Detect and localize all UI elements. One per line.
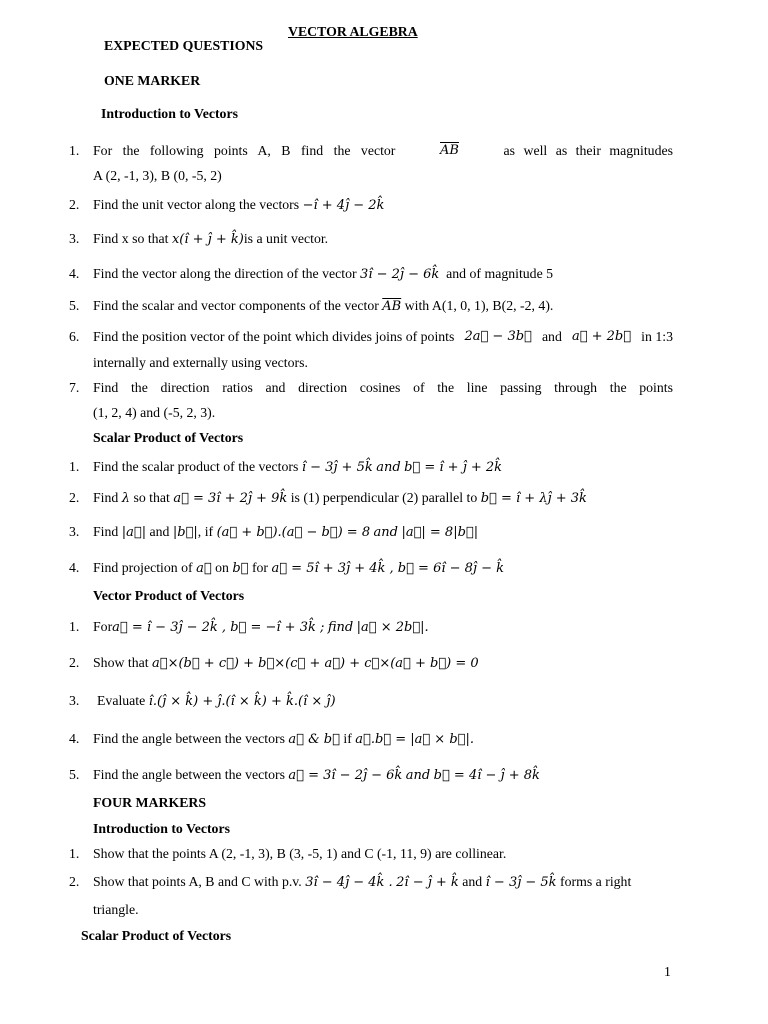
question-text: if	[343, 731, 352, 746]
math-expression: î − 3ĵ + 5k̂	[301, 460, 373, 475]
heading-vector-product: Vector Product of Vectors	[93, 588, 245, 603]
question-scalar-1	[93, 459, 502, 476]
question-number: 1.	[69, 846, 80, 861]
question-text: Show that	[93, 655, 149, 670]
question-number: 4.	[69, 731, 80, 746]
math-expression: a⃗ = 3î − 2ĵ − 6k̂	[288, 768, 403, 783]
question-text: Show that points A, B and C with p.v.	[93, 874, 302, 889]
question-intro-3	[93, 231, 328, 248]
math-expression: a⃗ + 2b⃗	[571, 329, 632, 344]
math-expression: 2î − ĵ + k̂	[396, 875, 459, 890]
math-and: and	[405, 768, 431, 783]
question-text: Find the scalar product of the vectors	[93, 459, 299, 474]
question-text: (1, 2, 4) and (-5, 2, 3).	[93, 405, 216, 420]
question-scalar-2	[93, 490, 587, 507]
question-text: triangle.	[93, 902, 139, 917]
math-expression: 3î − 4ĵ − 4k̂ .	[305, 875, 393, 890]
heading-scalar-product: Scalar Product of Vectors	[93, 430, 244, 445]
math-lambda: λ	[121, 491, 131, 506]
question-number: 1.	[69, 619, 80, 634]
math-expression: |a⃗|	[121, 525, 147, 540]
question-four-2	[93, 874, 631, 891]
math-expression: x(î + ĵ + k̂)	[171, 232, 244, 247]
question-vector-5	[93, 767, 540, 784]
page-number: 1	[664, 964, 671, 979]
math-expression: a⃗	[196, 561, 212, 576]
math-expression: b⃗	[232, 561, 249, 576]
heading-expected-questions: EXPECTED QUESTIONS	[104, 38, 264, 53]
math-expression: b⃗ = î + λĵ + 3k̂	[480, 491, 587, 506]
question-text: and	[462, 874, 483, 889]
question-intro-4	[93, 266, 553, 283]
question-text: Find the scalar and vector components of the vector	[93, 298, 379, 313]
question-text: A (2, -1, 3), B (0, -5, 2)	[93, 168, 222, 183]
question-intro-5	[93, 298, 553, 315]
math-find: find	[327, 620, 354, 635]
question-number: 7.	[69, 380, 80, 395]
math-expression: 2a⃗ − 3b⃗	[464, 329, 532, 344]
question-number: 5.	[69, 767, 80, 782]
question-text: is a unit vector.	[243, 231, 329, 246]
question-text: with A(1, 0, 1), B(2, -2, 4).	[404, 298, 554, 313]
question-number: 2.	[69, 874, 80, 889]
question-intro-2	[93, 197, 384, 214]
heading-intro-vectors-2: Introduction to Vectors	[93, 821, 230, 836]
math-expression: 3î − 2ĵ − 6k̂	[360, 267, 440, 282]
question-vector-1	[93, 619, 429, 636]
question-text: Evaluate	[97, 693, 146, 708]
question-vector-2	[93, 655, 479, 672]
question-vector-3	[97, 693, 336, 710]
question-intro-6	[93, 329, 673, 346]
question-text: is (1) perpendicular (2) parallel to	[290, 490, 478, 505]
math-and: and	[376, 460, 401, 475]
question-text: so that	[133, 490, 170, 505]
question-text: in 1:3	[641, 329, 673, 344]
document-title: VECTOR ALGEBRA	[288, 24, 418, 39]
math-expression: î.(ĵ × k̂) + ĵ.(î × k̂) + k̂.(î × ĵ)	[148, 694, 336, 709]
question-number: 4.	[69, 266, 80, 281]
question-text: Find projection of	[93, 560, 193, 575]
question-text: Find	[93, 524, 119, 539]
question-number: 3.	[69, 524, 80, 539]
question-text: forms a right	[560, 874, 632, 889]
math-expression: a⃗×(b⃗ + c⃗) + b⃗×(c⃗ + a⃗) + c⃗×(a⃗ + b⃗) = 0	[152, 656, 479, 671]
question-number: 6.	[69, 329, 80, 344]
question-text: For the following points A, B find the vector	[93, 143, 396, 158]
question-scalar-3	[93, 524, 478, 541]
math-expression: a⃗.b⃗ = |a⃗ × b⃗|.	[355, 732, 474, 747]
question-text: as well as their magnitudes	[503, 143, 673, 158]
question-four-1: Show that the points A (2, -1, 3), B (3, -5, 1) and C (-1, 11, 9) are collinear.	[93, 846, 507, 861]
question-text: internally and externally using vectors.	[93, 355, 308, 370]
question-text: Find x so that	[93, 231, 169, 246]
question-text: Find the position vector of the point which divides joins of points	[93, 329, 455, 344]
question-scalar-4	[93, 560, 504, 577]
question-number: 1.	[69, 459, 80, 474]
question-text: and	[541, 329, 562, 344]
math-expression: a⃗ = î − 3ĵ − 2k̂ , b⃗ = −î + 3k̂ ;	[112, 620, 325, 635]
question-text: and	[149, 524, 170, 539]
heading-intro-vectors: Introduction to Vectors	[101, 106, 238, 121]
question-text: Find the vector along the direction of the vector	[93, 266, 357, 281]
math-expression: b⃗ = î + ĵ + 2k̂	[404, 460, 503, 475]
heading-one-marker: ONE MARKER	[104, 73, 201, 88]
math-vector-ab: $\overline{AB}$	[382, 299, 402, 314]
math-expression: (a⃗ + b⃗).(a⃗ − b⃗) = 8	[216, 525, 371, 540]
math-expression: î − 3ĵ − 5k̂	[485, 875, 557, 890]
math-and: and	[373, 525, 398, 540]
question-number: 2.	[69, 655, 80, 670]
question-text: Find	[93, 490, 119, 505]
question-text: Find the angle between the vectors	[93, 731, 285, 746]
math-expression: |b⃗|	[172, 525, 198, 540]
question-number: 3.	[69, 231, 80, 246]
question-number: 2.	[69, 197, 80, 212]
question-number: 1.	[69, 143, 80, 158]
math-expression: a⃗ = 3î + 2ĵ + 9k̂	[173, 491, 288, 506]
question-number: 3.	[69, 693, 80, 708]
math-expression: −î + 4ĵ − 2k̂	[302, 198, 385, 213]
heading-scalar-product-2: Scalar Product of Vectors	[81, 928, 232, 943]
math-expression: |a⃗| = 8|b⃗|	[401, 525, 479, 540]
heading-four-markers: FOUR MARKERS	[93, 795, 207, 810]
math-expression: |a⃗ × 2b⃗|.	[356, 620, 429, 635]
question-text: and of magnitude 5	[446, 266, 554, 281]
question-text: For	[93, 619, 113, 634]
question-text: for	[251, 560, 269, 575]
question-text: , if	[197, 524, 214, 539]
math-expression: a⃗ = 5î + 3ĵ + 4k̂ , b⃗ = 6î − 8ĵ − k̂	[271, 561, 504, 576]
question-text: Find the direction ratios and direction cosines of the line passing through the points	[93, 380, 673, 395]
question-vector-4	[93, 731, 474, 748]
math-vector-ab: $\overline{AB}$	[440, 143, 459, 158]
question-text: Find the unit vector along the vectors	[93, 197, 300, 212]
question-number: 5.	[69, 298, 80, 313]
question-number: 4.	[69, 560, 80, 575]
question-number: 2.	[69, 490, 80, 505]
math-expression: b⃗ = 4î − ĵ + 8k̂	[433, 768, 540, 783]
question-text: Find the angle between the vectors	[93, 767, 285, 782]
question-intro-1	[93, 143, 673, 160]
question-text: on	[215, 560, 229, 575]
math-expression: a⃗ & b⃗	[288, 732, 340, 747]
